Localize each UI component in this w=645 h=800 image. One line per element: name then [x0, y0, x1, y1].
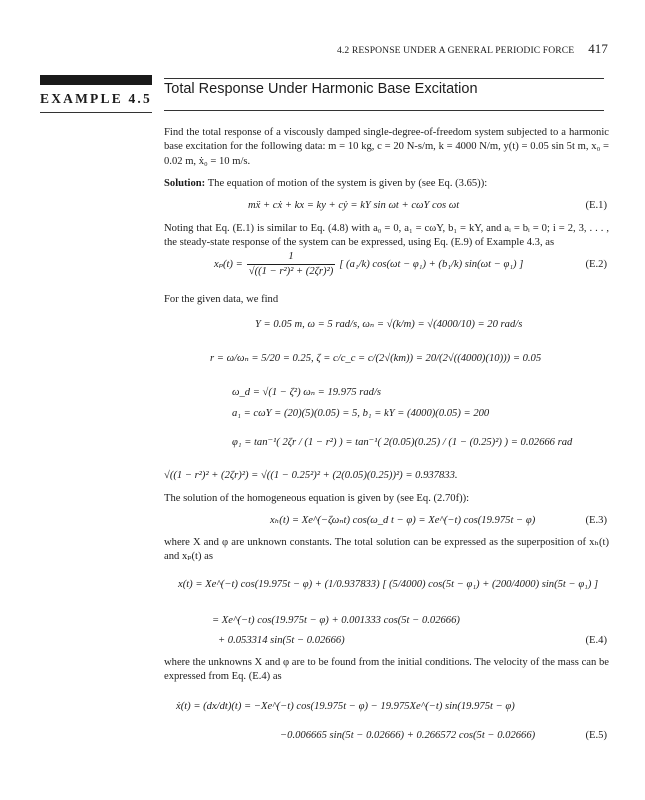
example-title: Total Response Under Harmonic Base Excitation	[164, 81, 478, 97]
example-label-rule	[40, 112, 152, 113]
calc-line-3: ω_d = √(1 − ζ²) ωₙ = 19.975 rad/s	[232, 387, 382, 398]
equation-e4-line-1: x(t) = Xe^(−t) cos(19.975t − φ) + (1/0.937833) [ (5/4000) cos(5t − φ₁) + (200/4000) sin(5t − φ₁) ]	[178, 579, 599, 590]
equation-e4-line-2: = Xe^(−t) cos(19.975t − φ) + 0.001333 cos(5t − 0.02666)	[212, 615, 460, 626]
noting-paragraph: Noting that Eq. (E.1) is similar to Eq. (4.8) with a₀ = 0, a₁ = cωY, b₁ = kY, and aᵢ = bᵢ = 0; i = 2, 3, . . . , the steady-state response of the system can be expressed, using Eq. (E.9) of Example 4.3, as	[164, 223, 609, 249]
calc-line-2: r = ω/ωₙ = 5/20 = 0.25, ζ = c/c_c = c/(2√(km)) = 20/(2√((4000)(10))) = 0.05	[210, 353, 542, 364]
example-label: EXAMPLE 4.5	[40, 91, 152, 106]
e2-bracket: [ (a₁/k) cos(ωt − φ₁) + (b₁/k) sin(ωt − φ₁) ]	[339, 258, 524, 270]
calc-line-1: Y = 0.05 m, ω = 5 rad/s, ωₙ = √(k/m) = √(4000/10) = 20 rad/s	[255, 319, 523, 330]
title-top-rule	[164, 78, 604, 79]
page-number: 417	[588, 41, 608, 56]
title-bottom-rule	[164, 110, 604, 111]
e2-fraction	[247, 250, 336, 280]
where-paragraph-2: where the unknowns X and φ are to be found from the initial conditions. The velocity of the mass can be expressed from Eq. (E.4) as	[164, 657, 609, 683]
equation-e2-number: (E.2)	[585, 259, 607, 270]
e2-frac-den: √((1 − r²)² + (2ζr)²)	[247, 264, 336, 279]
equation-e1-number: (E.1)	[585, 200, 607, 211]
homogeneous-intro: The solution of the homogeneous equation is given by (see Eq. (2.70f)):	[164, 493, 470, 504]
equation-e3-number: (E.3)	[585, 515, 607, 526]
problem-statement: Find the total response of a viscously damped single-degree-of-freedom system subjected to a harmonic base excitation for the following data: m = 10 kg, c = 20 N-s/m, k = 4000 N/m, y(t) = 0.05 sin 5t m, x₀ = 0.02 m, ẋ₀ = 10 m/s.	[164, 127, 609, 167]
equation-e4-line-3: + 0.053314 sin(5t − 0.02666)	[218, 635, 345, 646]
solution-intro	[164, 177, 609, 191]
equation-e5-line-2: −0.006665 sin(5t − 0.02666) + 0.266572 cos(5t − 0.02666)	[280, 730, 536, 741]
equation-e2	[214, 250, 523, 280]
example-bar	[40, 75, 152, 85]
equation-e3: xₕ(t) = Xe^(−ζωₙt) cos(ω_d t − φ) = Xe^(−t) cos(19.975t − φ)	[270, 515, 536, 526]
calc-line-4: a₁ = cωY = (20)(5)(0.05) = 5, b₁ = kY = (4000)(0.05) = 200	[232, 408, 490, 419]
solution-text: The equation of motion of the system is given by (see Eq. (3.65)):	[207, 178, 488, 189]
running-title: 4.2 RESPONSE UNDER A GENERAL PERIODIC FORCE	[337, 45, 575, 56]
equation-e4-number: (E.4)	[585, 635, 607, 646]
where-paragraph-1: where X and φ are unknown constants. The total solution can be expressed as the superposition of xₕ(t) and xₚ(t) as	[164, 537, 609, 563]
equation-e1: mẍ + cẋ + kx = ky + cẏ = kY sin ωt + cωY cos ωt	[248, 200, 460, 211]
given-text: For the given data, we find	[164, 294, 279, 305]
equation-e5-line-1: ẋ(t) = (dx/dt)(t) = −Xe^(−t) cos(19.975t − φ) − 19.975Xe^(−t) sin(19.975t − φ)	[176, 701, 515, 712]
equation-e5-number: (E.5)	[585, 730, 607, 741]
solution-label: Solution:	[164, 178, 206, 189]
running-header	[337, 40, 608, 58]
calc-line-5: φ₁ = tan⁻¹( 2ζr / (1 − r²) ) = tan⁻¹( 2(0.05)(0.25) / (1 − (0.25)²) ) = 0.02666 rad	[232, 437, 573, 448]
e2-frac-num: 1	[288, 251, 294, 262]
e2-lhs: xₚ(t) =	[214, 258, 243, 270]
calc-line-6: √((1 − r²)² + (2ζr)²) = √((1 − 0.25²)² + (2(0.05)(0.25))²) = 0.937833.	[164, 470, 458, 481]
